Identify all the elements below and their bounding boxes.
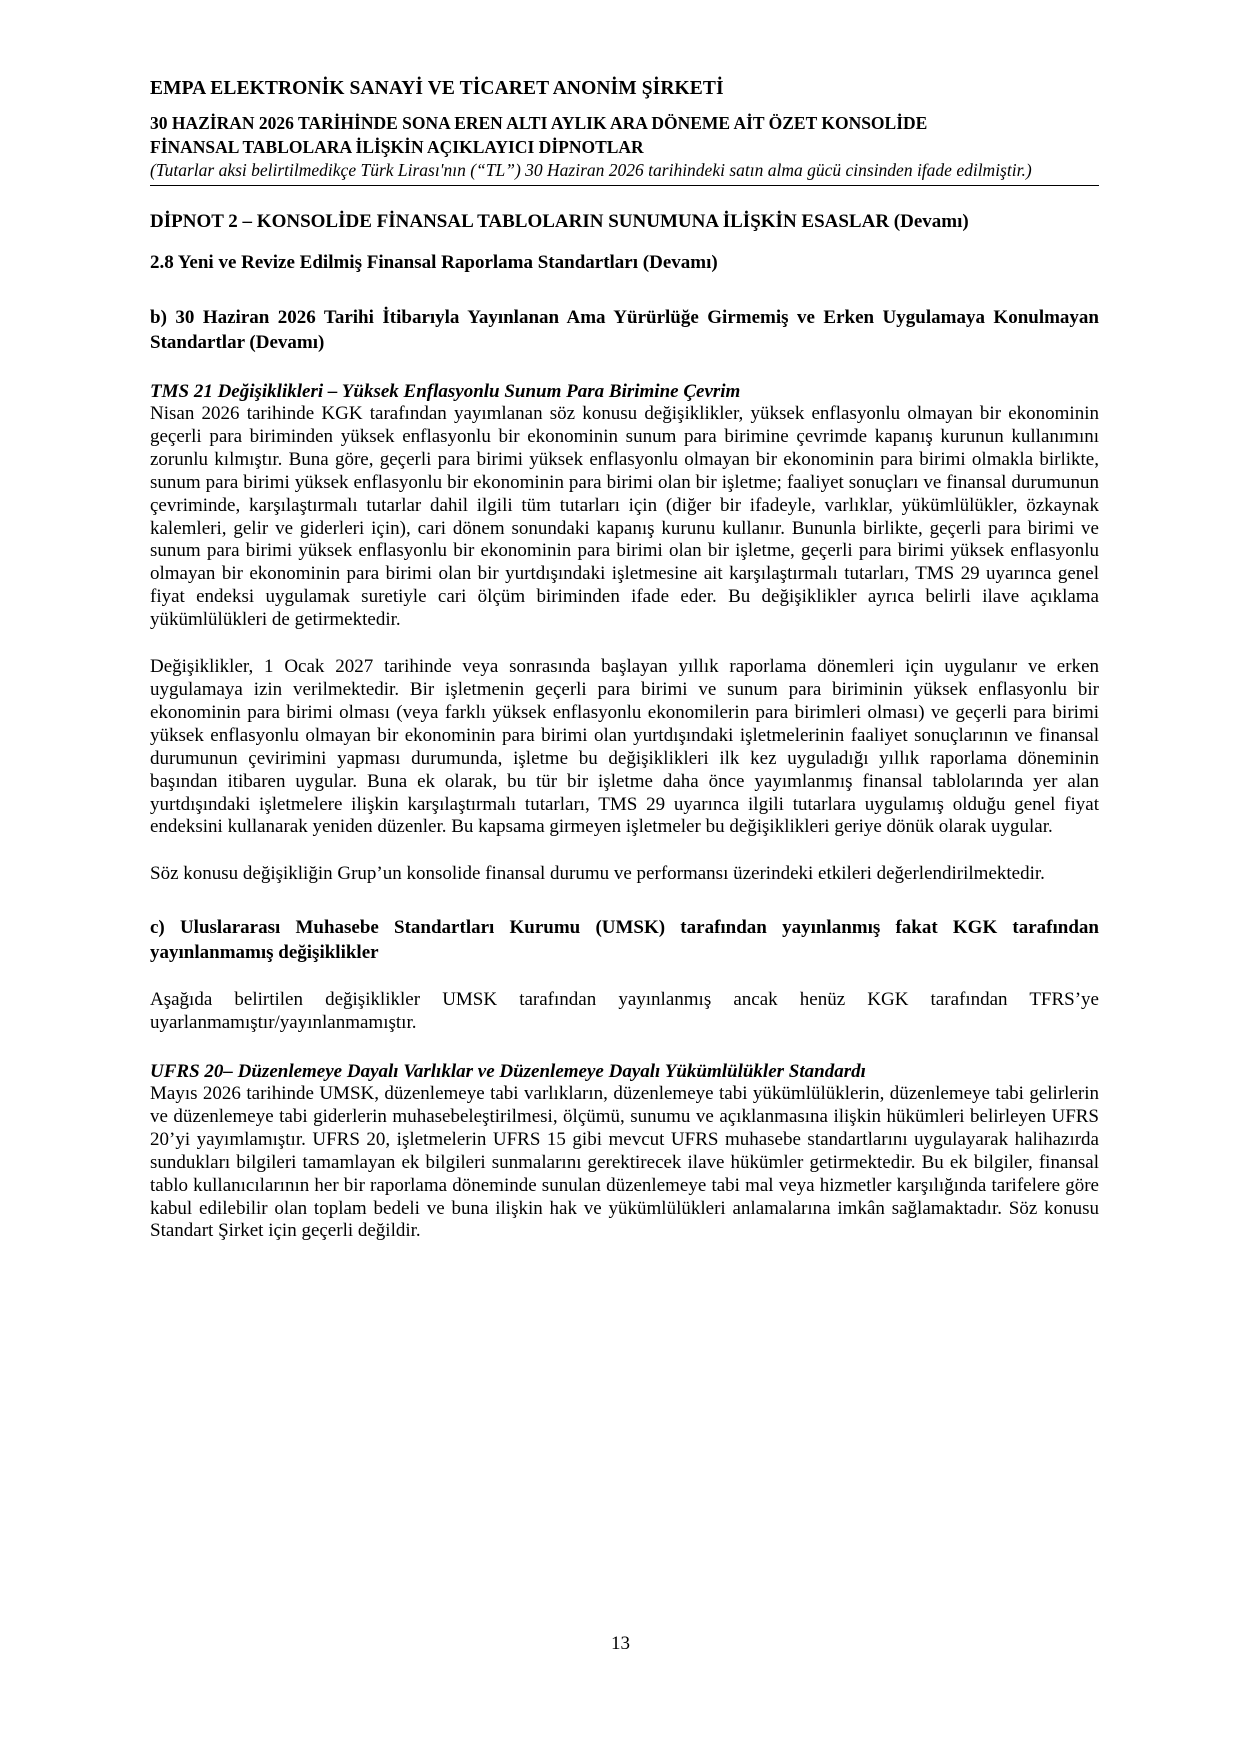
tms21-title: TMS 21 Değişiklikleri – Yüksek Enflasyonlu Sunum Para Birimine Çevrim — [150, 381, 741, 402]
ufrs20-paragraph-1: Mayıs 2026 tarihinde UMSK, düzenlemeye tabi varlıkların, düzenlemeye tabi yükümlülüklerin, düzenlemeye tabi gelirlerin ve düzenlemeye tabi giderlerin muhasebeleştirilmesi, ölçümü, sunumu ve açıklanmasına ilişkin hükümleri belirleyen UFRS 20’yi yayımlamıştır. UFRS 20, işletmelerin UFRS 15 gibi mevcut UFRS muhasebe standartlarını uygulayarak halihazırda sundukları bilgileri tamamlayan ek bilgileri sunmalarını gerektirecek ilave hükümler getirmektedir. Bu ek bilgiler, finansal tablo kullanıcılarının her bir raporlama döneminde sunulan düzenlemeye tabi mal veya hizmetler karşılığında tarifelere göre kabul edilebilir olan toplam bedeli ve buna ilişkin hak ve yükümlülükleri anlamalarına imkân sağlamaktadır. Söz konusu Standart Şirket için geçerli değildir. — [150, 1083, 1099, 1242]
page-number: 13 — [611, 1633, 630, 1654]
tms21-paragraph-2: Değişiklikler, 1 Ocak 2027 tarihinde veya sonrasında başlayan yıllık raporlama dönemleri için uygulanır ve erken uygulamaya izin verilmektedir. Bir işletmenin geçerli para birimi ve sunum para biriminin yüksek enflasyonlu bir ekonominin para birimi olması (veya farklı yüksek enflasyonlu ekonomilerin para birimleri olması) ve geçerli para birimi yüksek enflasyonlu olmayan bir ekonominin para birimi olan yurtdışındaki işletmelerinin faaliyet sonuçlarının ve finansal durumunun çevirimini yapması durumunda, işletme bu değişiklikleri ilk kez uyguladığı yıllık raporlama döneminin başından itibaren uygular. Buna ek olarak, bu tür bir işletme daha önce yayımlanmış finansal tablolarında yer alan yurtdışındaki işletmelere ilişkin karşılaştırmalı tutarları, TMS 29 uyarınca ilgili tutarlara uygulamış olduğu genel fiyat endeksini kullanarak yeniden düzenler. Bu kapsama girmeyen işletmeler bu değişiklikleri geriye dönük olarak uygular. — [150, 656, 1099, 838]
ufrs20-title: UFRS 20– Düzenlemeye Dayalı Varlıklar ve Düzenlemeye Dayalı Yükümlülükler Standardı — [150, 1061, 866, 1083]
subsection-title: 2.8 Yeni ve Revize Edilmiş Finansal Raporlama Standartları (Devamı) — [150, 252, 718, 273]
page-content — [150, 78, 1099, 1243]
tms21-paragraph-1: Nisan 2026 tarihinde KGK tarafından yayımlanan söz konusu değişiklikler, yüksek enflasyonlu olmayan bir ekonominin geçerli para biriminden yüksek enflasyonlu bir ekonominin sunum para birimine çevrimde kapanış kurunun kullanımını zorunlu kılmıştır. Buna göre, geçerli para birimi yüksek enflasyonlu olmayan bir ekonominin para birimi olmakla birlikte, sunum para birimi yüksek enflasyonlu bir ekonominin para birimi olan bir işletme; faaliyet sonuçları ve finansal durumunun çevriminde, karşılaştırmalı tutarlar dahil ilgili tüm tutarları için (diğer bir ifadeyle, varlıklar, yükümlülükler, özkaynak kalemleri, gelir ve giderleri için), cari dönem sonundaki kapanış kurunu kullanır. Bununla birlikte, geçerli para birimi ve sunum para birimi yüksek enflasyonlu bir ekonominin para birimi olan bir işletme, geçerli para birimi yüksek enflasyonlu olmayan bir ekonominin para birimi olan bir yurtdışındaki işletmesine ait karşılaştırmalı tutarları, TMS 29 uyarınca genel fiyat endeksi uygulamak suretiyle cari ölçüm biriminden ifade eder. Bu değişiklikler ayrıca belirli ilave açıklama yükümlülükleri de getirmektedir. — [150, 403, 1099, 631]
report-subtitle-line-1: 30 HAZİRAN 2026 TARİHİNDE SONA EREN ALTI AYLIK ARA DÖNEME AİT ÖZET KONSOLİDE — [150, 113, 928, 133]
tms21-paragraph-3: Söz konusu değişikliğin Grup’un konsolide finansal durumu ve performansı üzerindeki etkileri değerlendirilmektedir. — [150, 863, 1045, 885]
company-name: EMPA ELEKTRONİK SANAYİ VE TİCARET ANONİM ŞİRKETİ — [150, 78, 724, 99]
header-divider — [150, 185, 1099, 186]
report-subtitle — [150, 111, 1099, 159]
section-title: DİPNOT 2 – KONSOLİDE FİNANSAL TABLOLARIN SUNUMUNA İLİŞKİN ESASLAR (Devamı) — [150, 211, 969, 232]
heading-c: c) Uluslararası Muhasebe Standartları Kurumu (UMSK) tarafından yayınlanmış fakat KGK tarafından yayınlanmamış değişiklikler — [150, 917, 1099, 964]
currency-note: (Tutarlar aksi belirtilmedikçe Türk Lirası'nın (“TL”) 30 Haziran 2026 tarihindeki satın alma gücü cinsinden ifade edilmiştir.) — [150, 160, 1032, 180]
c-paragraph-1: Aşağıda belirtilen değişiklikler UMSK tarafından yayınlanmış ancak henüz KGK tarafından TFRS’ye uyarlanmamıştır/yayınlanmamıştır. — [150, 989, 1099, 1034]
heading-b: b) 30 Haziran 2026 Tarihi İtibarıyla Yayınlanan Ama Yürürlüğe Girmemiş ve Erken Uygulamaya Konulmayan Standartlar (Devamı) — [150, 307, 1099, 353]
report-subtitle-line-2: FİNANSAL TABLOLARA İLİŞKİN AÇIKLAYICI DİPNOTLAR — [150, 137, 644, 157]
